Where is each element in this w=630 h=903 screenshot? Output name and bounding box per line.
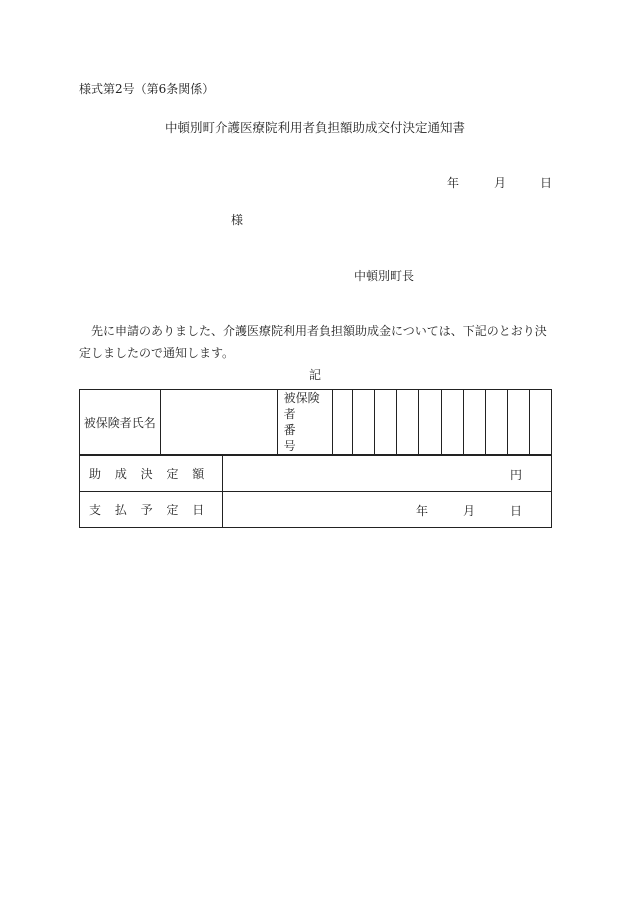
insured-number-digit-box[interactable]	[530, 390, 552, 455]
payment-date-label: 支 払 予 定 日	[80, 492, 223, 528]
insured-number-digit-box[interactable]	[353, 390, 375, 455]
date-month-label: 月	[494, 176, 507, 190]
insured-number-digit-box[interactable]	[486, 390, 508, 455]
insured-number-digit-box[interactable]	[463, 390, 486, 455]
payment-month-label: 月	[463, 504, 476, 518]
payment-day-label: 日	[510, 504, 523, 518]
insured-name-label: 被保険者氏名	[80, 390, 161, 455]
insured-number-label: 被保険者 番 号	[277, 390, 332, 455]
insured-number-digit-box[interactable]	[397, 390, 419, 455]
insured-name-field[interactable]	[160, 390, 277, 455]
grant-amount-label: 助 成 決 定 額	[80, 456, 223, 492]
payment-date-field[interactable]	[223, 492, 552, 528]
insured-number-digit-box[interactable]	[332, 390, 353, 455]
insured-number-digit-box[interactable]	[418, 390, 441, 455]
payment-year-label: 年	[416, 504, 429, 518]
document-title: 中頓別町介護医療院利用者負担額助成交付決定通知書	[164, 120, 465, 135]
form-number: 様式第2号（第6条関係）	[79, 82, 215, 96]
body-text: 先に申請のありました、介護医療院利用者負担額助成金については、下記のとおり決定しましたので通知します。	[79, 324, 547, 360]
addressee-suffix: 様	[231, 213, 244, 227]
insured-number-digit-box[interactable]	[441, 390, 463, 455]
grant-details-table	[79, 455, 552, 528]
date-year-label: 年	[447, 176, 460, 190]
insured-info-table	[79, 389, 552, 455]
insured-number-digit-box[interactable]	[375, 390, 397, 455]
grant-amount-field[interactable]	[223, 456, 552, 492]
date-day-label: 日	[540, 176, 553, 190]
sender-name: 中頓別町長	[354, 269, 415, 283]
insured-number-digit-box[interactable]	[508, 390, 530, 455]
grant-amount-unit: 円	[510, 468, 523, 482]
ki-label: 記	[309, 368, 322, 382]
